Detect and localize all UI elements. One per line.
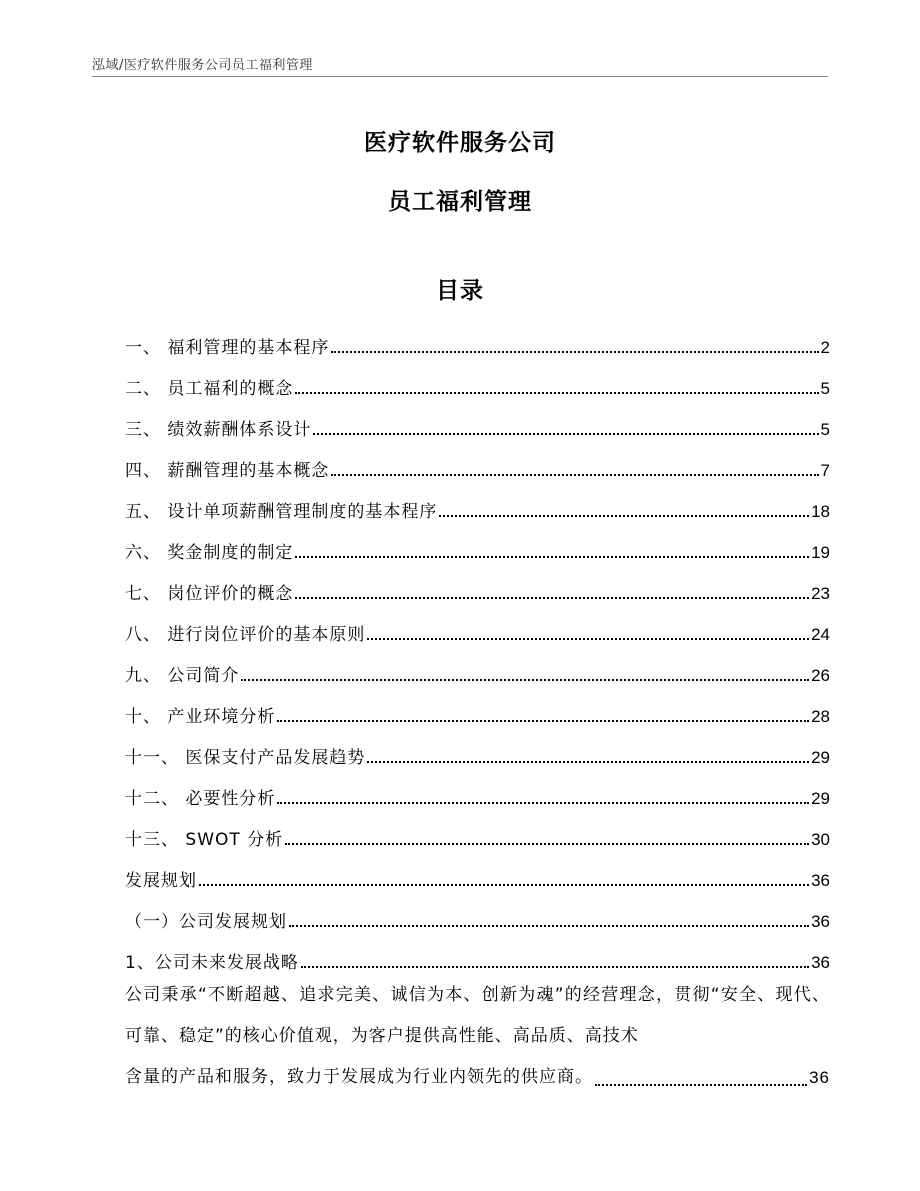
toc-leader-dots xyxy=(277,720,809,722)
toc-entry-label: 十一、 医保支付产品发展趋势 xyxy=(125,748,366,768)
toc-page-number: 19 xyxy=(811,543,830,562)
header-divider xyxy=(92,76,828,77)
document-subtitle: 员工福利管理 xyxy=(388,189,532,215)
toc-entry[interactable] xyxy=(125,607,830,648)
toc-leader-dots xyxy=(295,597,809,599)
toc-entry-label: 四、 薪酬管理的基本概念 xyxy=(125,461,330,481)
toc-entry[interactable] xyxy=(125,853,830,894)
toc-entry-long[interactable] xyxy=(125,975,830,1098)
toc-leader-dots xyxy=(313,433,818,435)
toc-page-number: 29 xyxy=(811,748,830,767)
toc-entry-label: 十三、 SWOT 分析 xyxy=(125,830,284,850)
toc-leader-dots xyxy=(277,802,809,804)
toc-entry-label: 八、 进行岗位评价的基本原则 xyxy=(125,625,366,645)
toc-entry[interactable] xyxy=(125,402,830,443)
table-of-contents xyxy=(125,320,830,976)
toc-entry-label: 五、 设计单项薪酬管理制度的基本程序 xyxy=(125,502,438,522)
toc-leader-dots xyxy=(331,474,818,476)
toc-entry-label: 十二、 必要性分析 xyxy=(125,789,276,809)
toc-entry-label: 九、 公司简介 xyxy=(125,666,240,686)
toc-entry[interactable] xyxy=(125,525,830,566)
toc-entry[interactable] xyxy=(125,566,830,607)
toc-entry-long-text-end: 含量的产品和服务，致力于发展成为行业内领先的供应商。 xyxy=(125,1067,593,1087)
toc-entry[interactable] xyxy=(125,771,830,812)
toc-page-number: 18 xyxy=(811,502,830,521)
toc-entry-label: 三、 绩效薪酬体系设计 xyxy=(125,420,312,440)
toc-leader-dots xyxy=(241,679,809,681)
toc-page-number: 2 xyxy=(820,338,830,357)
toc-leader-dots xyxy=(367,761,809,763)
toc-page-number: 28 xyxy=(811,707,830,726)
toc-entry[interactable] xyxy=(125,894,830,935)
toc-heading: 目录 xyxy=(436,278,484,304)
toc-page-number: 36 xyxy=(809,1068,830,1087)
toc-entry-label: （一）公司发展规划 xyxy=(125,912,287,932)
toc-entry[interactable] xyxy=(125,689,830,730)
toc-leader-dots xyxy=(285,843,809,845)
document-title: 医疗软件服务公司 xyxy=(364,130,556,156)
toc-entry-label: 二、 员工福利的概念 xyxy=(125,379,294,399)
toc-page-number: 5 xyxy=(820,420,830,439)
toc-leader-dots xyxy=(295,556,809,558)
toc-entry-label: 发展规划 xyxy=(125,871,197,891)
toc-entry-long-text: 公司秉承“不断超越、追求完美、诚信为本、创新为魂”的经营理念，贯彻“安全、现代、可靠、稳定”的核心价值观，为客户提供高性能、高品质、高技术 xyxy=(125,985,830,1046)
running-header: 泓域/医疗软件服务公司员工福利管理 xyxy=(92,58,313,73)
toc-leader-dots xyxy=(199,884,809,886)
toc-page-number: 36 xyxy=(811,871,830,890)
toc-page-number: 7 xyxy=(820,461,830,480)
toc-entry[interactable] xyxy=(125,320,830,361)
toc-entry-label: 七、 岗位评价的概念 xyxy=(125,584,294,604)
toc-leader-dots xyxy=(367,638,809,640)
toc-page-number: 36 xyxy=(811,912,830,931)
toc-page-number: 29 xyxy=(811,789,830,808)
toc-leader-dots xyxy=(301,966,809,968)
toc-entry[interactable] xyxy=(125,812,830,853)
toc-entry[interactable] xyxy=(125,443,830,484)
toc-entry[interactable] xyxy=(125,484,830,525)
toc-page-number: 24 xyxy=(811,625,830,644)
toc-entry-label: 六、 奖金制度的制定 xyxy=(125,543,294,563)
toc-leader-dots xyxy=(439,515,809,517)
toc-entry-label: 一、 福利管理的基本程序 xyxy=(125,338,330,358)
toc-leader-dots xyxy=(331,351,818,353)
toc-page-number: 36 xyxy=(811,953,830,972)
toc-leader-dots xyxy=(289,925,809,927)
toc-page-number: 5 xyxy=(820,379,830,398)
toc-entry[interactable] xyxy=(125,361,830,402)
toc-entry-label: 1、公司未来发展战略 xyxy=(125,953,299,973)
toc-page-number: 23 xyxy=(811,584,830,603)
toc-entry-label: 十、 产业环境分析 xyxy=(125,707,276,727)
toc-entry[interactable] xyxy=(125,935,830,976)
toc-page-number: 26 xyxy=(811,666,830,685)
toc-page-number: 30 xyxy=(811,830,830,849)
toc-entry[interactable] xyxy=(125,730,830,771)
toc-leader-dots xyxy=(295,392,818,394)
toc-leader-dots xyxy=(595,1084,807,1086)
toc-entry[interactable] xyxy=(125,648,830,689)
